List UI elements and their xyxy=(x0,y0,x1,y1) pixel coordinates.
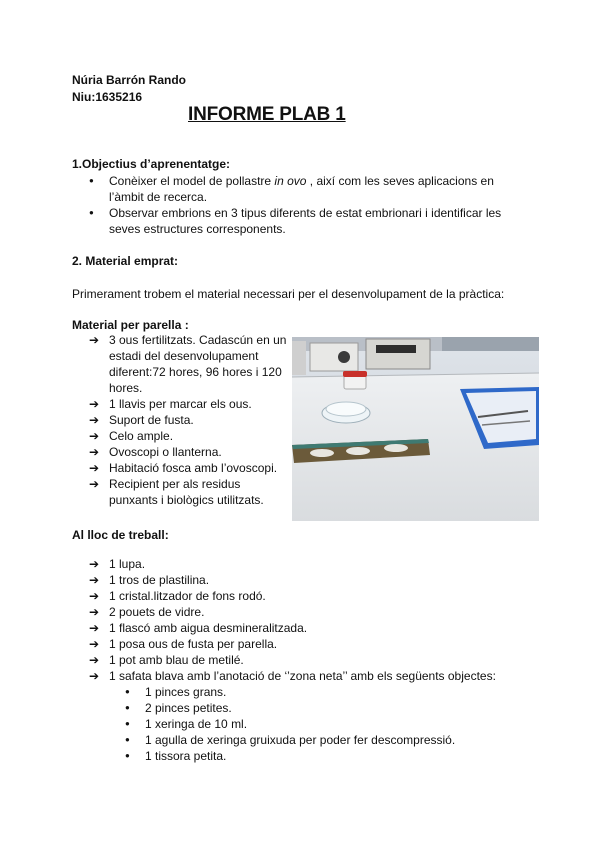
list-item-text: 1 safata blava amb l’anotació de ‘’zona neta’’ amb els següents objectes: xyxy=(109,669,496,683)
list-item-text: Ovoscopi o llanterna. xyxy=(109,445,222,459)
list-item xyxy=(89,396,287,412)
list-item xyxy=(89,668,539,684)
list-item xyxy=(89,476,287,508)
list-item-text: 1 posa ous de fusta per parella. xyxy=(109,637,278,651)
list-item-text: 1 lupa. xyxy=(109,557,146,571)
material-parella-heading: Material per parella : xyxy=(72,318,189,332)
list-item-text: 1 flascó amb aigua desmineralitzada. xyxy=(109,621,308,635)
section1-heading: 1.Objectius d’aprenentatge: xyxy=(72,157,231,171)
list-item xyxy=(89,332,287,396)
lab-material-photo xyxy=(292,337,539,521)
list-item xyxy=(89,428,287,444)
list-item: ● 2 pinces petites. xyxy=(145,700,545,716)
lloc-treball-heading: Al lloc de treball: xyxy=(72,528,169,542)
arrow-icon: ➔ xyxy=(89,333,100,347)
list-item-text: 3 ous fertilitzats. Cadascún en un estadi del desenvolupament diferent:72 hores, 96 hores i 120 hores. xyxy=(109,333,287,395)
objective-text: Conèixer el model de pollastre xyxy=(109,174,275,188)
list-item-text: 1 cristal.litzador de fons rodó. xyxy=(109,589,266,603)
tray-objects-list xyxy=(145,684,545,764)
list-item xyxy=(89,460,287,476)
list-item-text: Celo ample. xyxy=(109,429,174,443)
arrow-icon: ➔ xyxy=(89,445,100,459)
list-item xyxy=(89,444,287,460)
arrow-icon: ➔ xyxy=(89,413,100,427)
arrow-icon: ➔ xyxy=(89,669,100,683)
list-item-text: 1 tros de plastilina. xyxy=(109,573,210,587)
arrow-icon: ➔ xyxy=(89,557,100,571)
list-item-text: 1 llavis per marcar els ous. xyxy=(109,397,252,411)
objective-text: Observar embrions en 3 tipus diferents de estat embrionari i identificar les seves estructures corresponents. xyxy=(109,206,502,236)
list-item-text: 1 pot amb blau de metilé. xyxy=(109,653,244,667)
material-parella-list xyxy=(89,332,287,508)
arrow-icon: ➔ xyxy=(89,653,100,667)
list-item: ● 1 pinces grans. xyxy=(145,684,545,700)
list-item: ● 1 xeringa de 10 ml. xyxy=(145,716,545,732)
arrow-icon: ➔ xyxy=(89,637,100,651)
list-item xyxy=(89,652,539,668)
objective-emphasis: in ovo xyxy=(274,174,307,188)
list-item xyxy=(89,572,539,588)
list-item: ● 1 tissora petita. xyxy=(145,748,545,764)
arrow-icon: ➔ xyxy=(89,477,100,491)
objective-item xyxy=(109,205,529,237)
document-title: INFORME PLAB 1 xyxy=(188,104,346,125)
list-item-text: Recipient per als residus punxants i biològics utilitzats. xyxy=(109,477,264,507)
list-item xyxy=(89,556,539,572)
list-item xyxy=(89,604,539,620)
list-item: ● 1 agulla de xeringa gruixuda per poder fer descompressió. xyxy=(145,732,545,748)
list-item-text: 2 pouets de vidre. xyxy=(109,605,205,619)
section2-intro: Primerament trobem el material necessari per el desenvolupament de la pràctica: xyxy=(72,287,505,301)
objective-text-end: , així com les seves aplicacions en l’àmbit de recerca. xyxy=(109,174,494,204)
arrow-icon: ➔ xyxy=(89,461,100,475)
section2-heading: 2. Material emprat: xyxy=(72,254,179,268)
author-name: Núria Barrón Rando xyxy=(72,73,187,87)
list-item xyxy=(89,620,539,636)
arrow-icon: ➔ xyxy=(89,621,100,635)
arrow-icon: ➔ xyxy=(89,429,100,443)
arrow-icon: ➔ xyxy=(89,573,100,587)
author-niu: Niu:1635216 xyxy=(72,90,143,104)
arrow-icon: ➔ xyxy=(89,589,100,603)
objectives-list xyxy=(109,173,529,237)
arrow-icon: ➔ xyxy=(89,397,100,411)
list-item-text: Suport de fusta. xyxy=(109,413,194,427)
objective-item xyxy=(109,173,529,205)
list-item xyxy=(89,412,287,428)
list-item-text: Habitació fosca amb l’ovoscopi. xyxy=(109,461,278,475)
lloc-treball-list xyxy=(89,556,539,684)
author-block xyxy=(72,72,186,106)
list-item xyxy=(89,588,539,604)
list-item xyxy=(89,636,539,652)
arrow-icon: ➔ xyxy=(89,605,100,619)
